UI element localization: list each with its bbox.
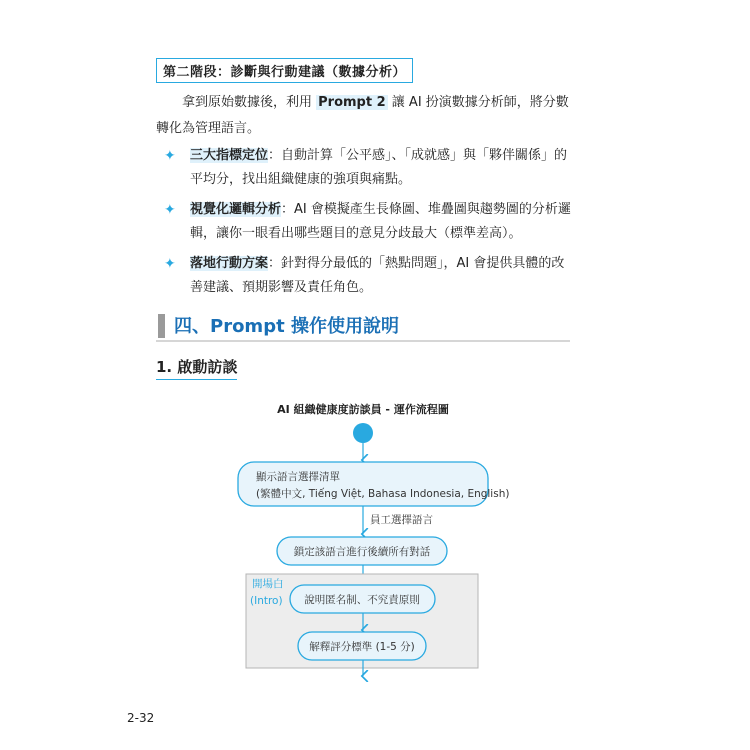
intro-pre: 拿到原始數據後，利用	[182, 95, 317, 110]
bullet-text: ：自動計算「公平感」、「成就感」與「夥伴關係」的平均分，找出組織健康的強項與痛點。	[190, 148, 568, 187]
node-language-list-line2: (繁體中文, Tiếng Việt, Bahasa Indonesia, English)	[256, 488, 510, 500]
bullet-label: 三大指標定位	[190, 148, 269, 163]
bullet-text: ：針對得分最低的「熱點問題」，AI 會提供具體的改善建議、預期影響及責任角色。	[190, 256, 565, 295]
node-scoring-text: 解釋評分標準 (1-5 分)	[309, 641, 415, 653]
intro-post: 讓 AI 扮演數據分析師，將分數轉化為管理語言。	[156, 95, 569, 136]
node-lock-language-text: 鎖定該語言進行後續所有對話	[293, 546, 431, 558]
bullet-label: 視覺化邏輯分析	[190, 202, 282, 217]
node-language-list-line1: 顯示語言選擇清單	[256, 471, 340, 483]
start-node	[353, 423, 373, 443]
node-anonymity-text: 說明匿名制、不究責原則	[304, 594, 420, 606]
subheading: 1. 啟動訪談	[156, 356, 237, 380]
bullet-text: ：AI 會模擬產生長條圖、堆疊圖與趨勢圖的分析邏輯，讓你一眼看出哪些題目的意見分歧最大（標準差高）。	[190, 202, 571, 241]
section-heading-text: 四、Prompt 操作使用說明	[174, 316, 399, 337]
intro-keyword: Prompt 2	[318, 95, 386, 110]
bullet-label: 落地行動方案	[190, 256, 269, 271]
star-bullet-icon: ✦	[164, 148, 176, 164]
page-number: 2-32	[127, 711, 155, 725]
star-bullet-icon: ✦	[164, 202, 176, 218]
star-bullet-icon: ✦	[164, 256, 176, 272]
group-label-line2: (Intro)	[250, 595, 283, 607]
diagram-title: AI 組織健康度訪談員 - 運作流程圖	[277, 403, 449, 416]
section-label: 第二階段：診斷與行動建議（數據分析）	[156, 58, 413, 83]
group-label-line1: 開場白	[252, 578, 284, 590]
edge-label: 員工選擇語言	[370, 514, 433, 526]
